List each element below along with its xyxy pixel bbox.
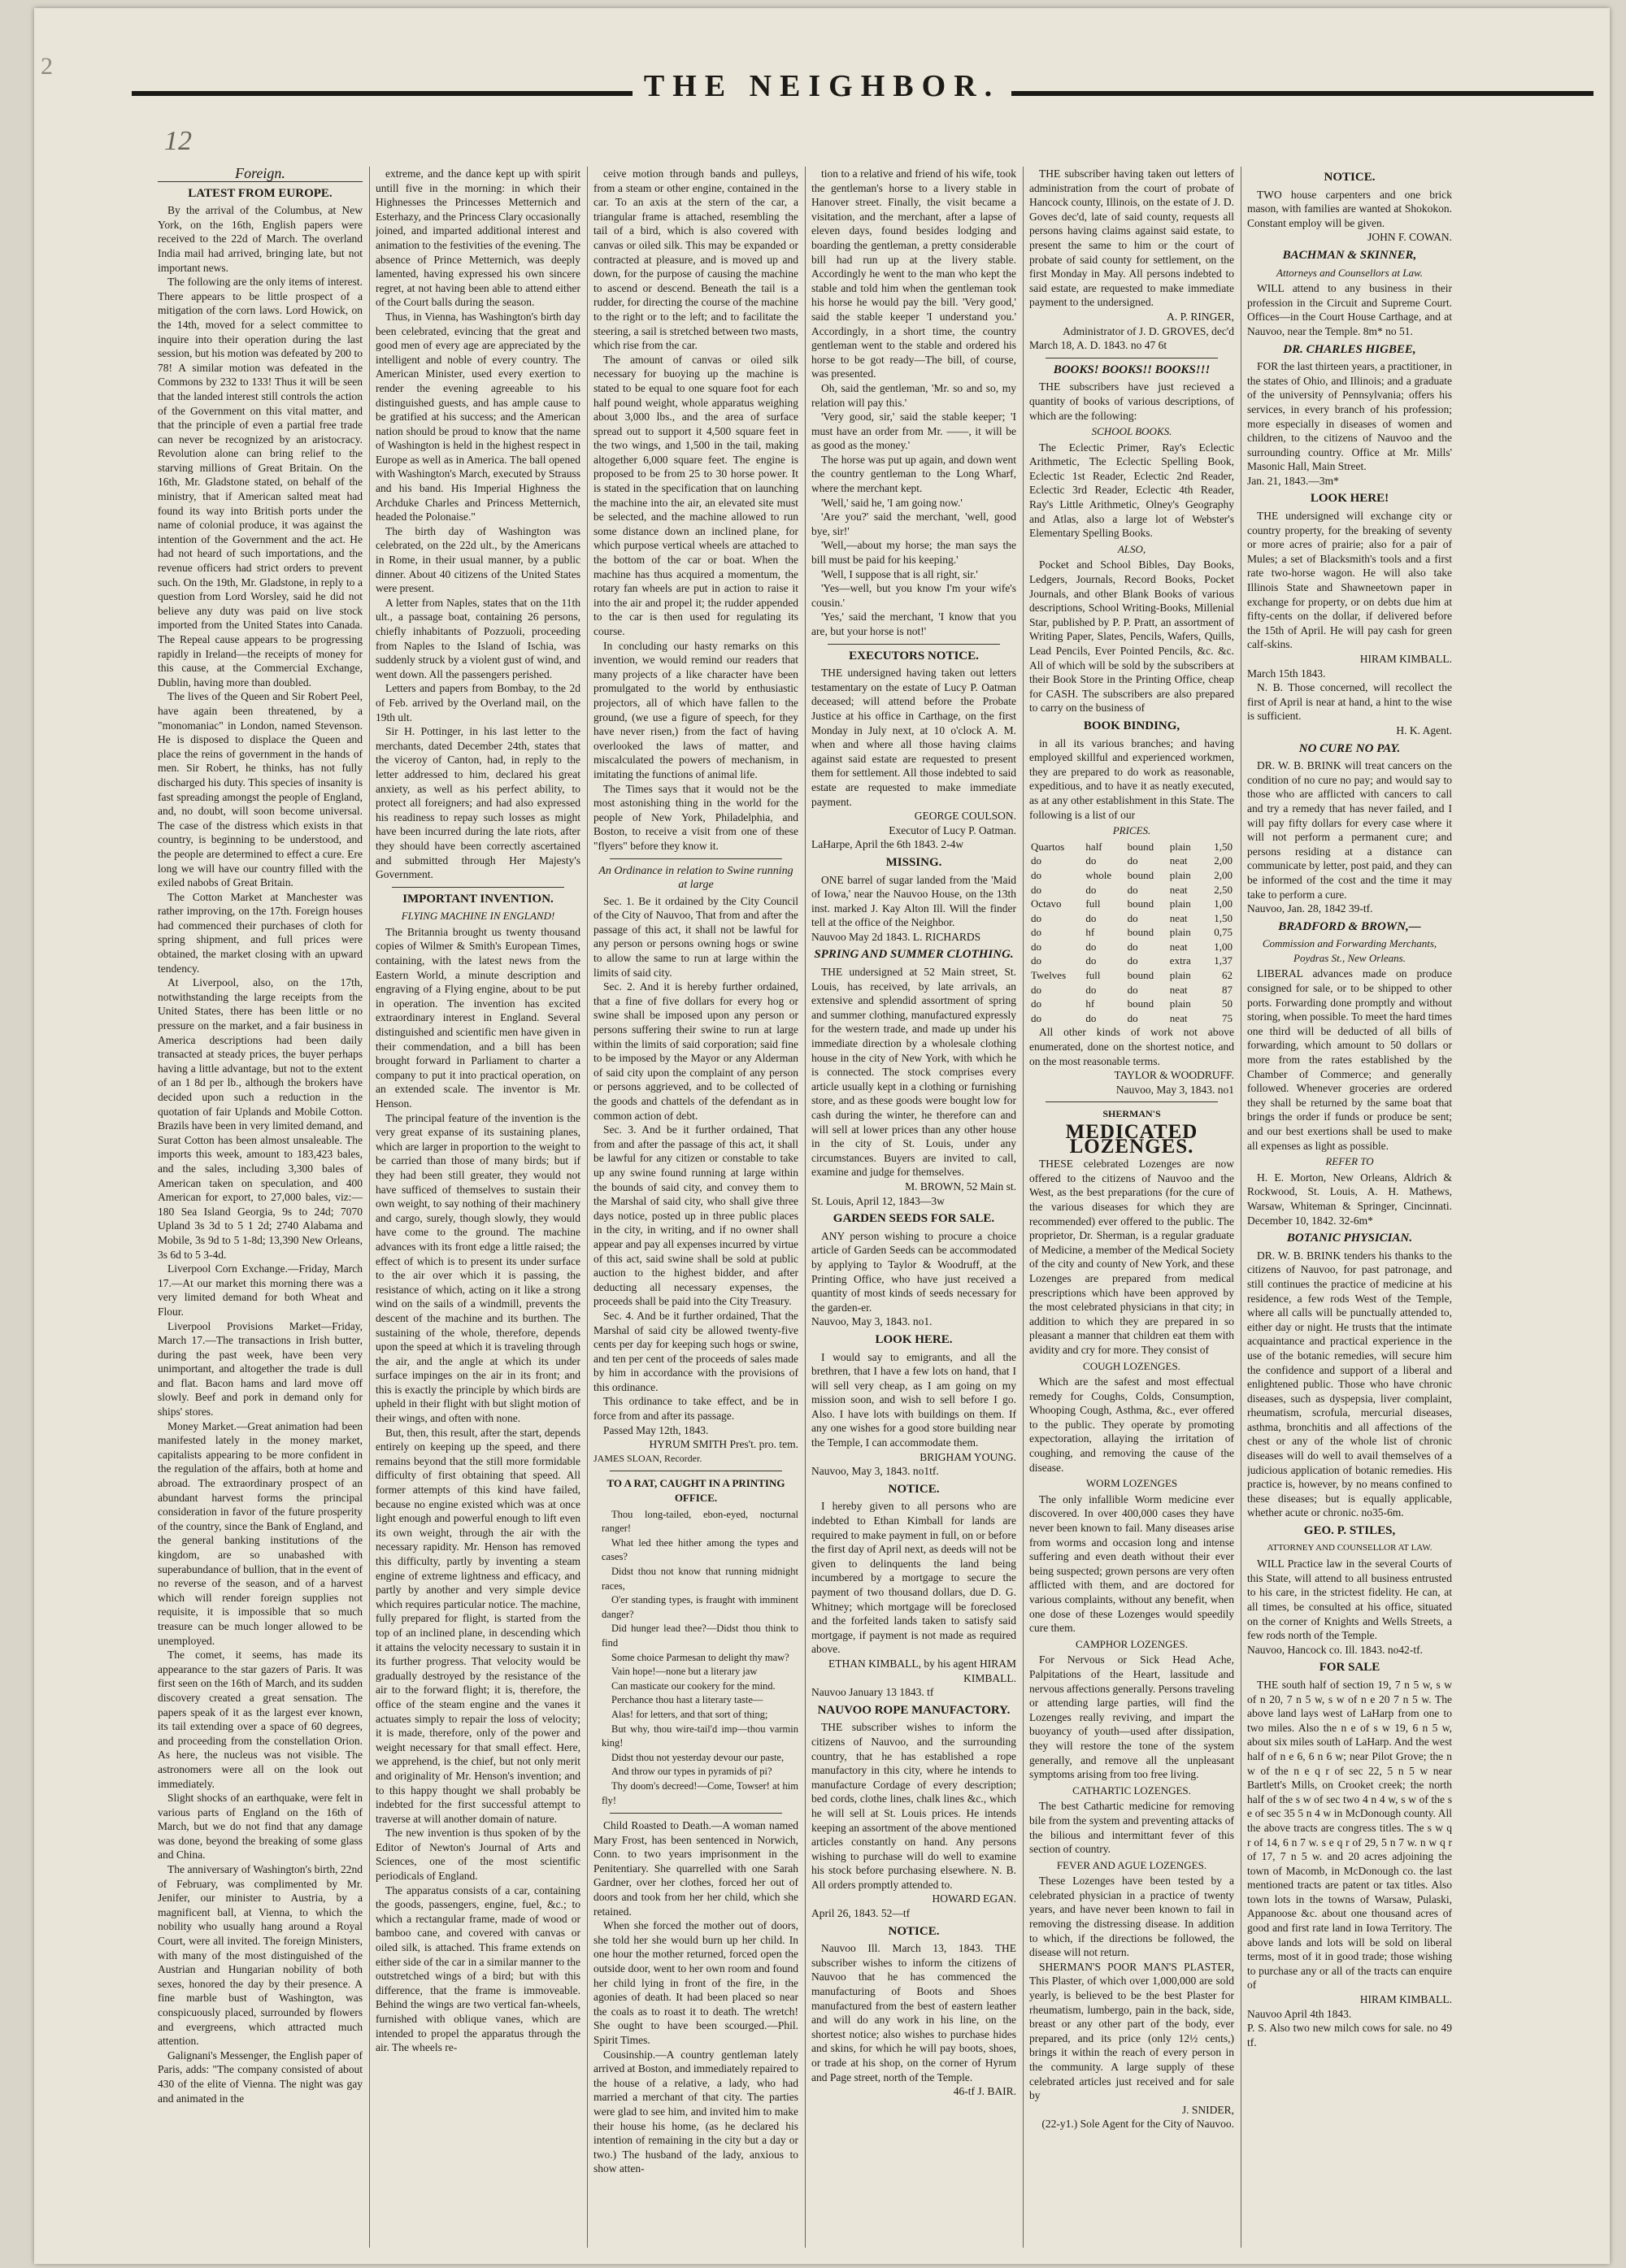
price-row	[1029, 997, 1234, 1011]
paragraph: Sec. 1. Be it ordained by the City Council of the City of Nauvoo, That from and after the passage of this act, it shall not be lawful for any person or persons owning hogs or swine to allow the same to run at large within the limits of said city.	[593, 894, 798, 979]
paragraph: The anniversary of Washington's birth, 22nd of February, was complimented by Mr. Jenifer, our minister to Austria, by a magnificent ball, at Vienna, to which the nobility who usually hang around a Royal Court, were all invited. The foreign Ministers, with many of the most distinguished of the Austrian and Hungarian nobility of both sexes, honored the day by their presence. A fine marble bust of Washington, was conspicuously placed, surrounded by flowers and evergreens, which attracted much attention.	[158, 1863, 363, 2048]
price-cell: 0,75	[1214, 926, 1233, 939]
signature: Nauvoo, May 3, 1843. no1	[1115, 1083, 1234, 1096]
ad-heading: BACHMAN & SKINNER,	[1282, 248, 1417, 262]
poem-body	[593, 1508, 798, 1808]
price-cell: do	[1085, 883, 1097, 896]
signature: HYRUM SMITH Pres't. pro. tem.	[649, 1438, 798, 1451]
ordinance-body	[593, 894, 798, 1438]
article-body	[158, 203, 363, 2105]
price-cell: do	[1127, 1011, 1138, 1024]
price-row	[1029, 1011, 1234, 1026]
signature: LaHarpe, April the 6th 1843. 2-4w	[811, 838, 964, 851]
price-row	[1029, 854, 1234, 868]
paragraph: 'Very good, sir,' said the stable keeper; 'I must have an order from Mr. ——, it will be as good as the money.'	[811, 411, 1016, 452]
price-cell: Twelves	[1031, 969, 1067, 982]
ad-body: H. E. Morton, New Orleans, Aldrich & Rockwood, St. Louis, A. H. Mathews, Warsaw, Whiteman & Springer, Cincinnati. December 10, 1842. 32-6m*	[1247, 1171, 1452, 1227]
paragraph: A letter from Naples, states that on the 11th ult., a passage boat, containing 26 persons, chiefly inhabitants of Pozzuoli, proceeding from Naples to the Island of Ischia, was suddenly struck by a violent gust of wind, and went down. All the passengers perished.	[376, 596, 580, 680]
ad-body: THE undersigned having taken out letters testamentary on the estate of Lucy P. Oatman deceased; will attend before the Probate Justice at his office in Carthage, on the first Monday in July next, at 10 o'clock A. M. when and where all those having claims against said estate are requested to present them for settlement. All those indebted to said estate are requested to make immediate payment.	[811, 667, 1016, 808]
price-cell: 2,00	[1214, 854, 1233, 867]
price-cell: do	[1127, 954, 1138, 967]
price-cell: bound	[1127, 926, 1154, 939]
paragraph: The lives of the Queen and Sir Robert Peel, have again been threatened, by a "monomaniac" in London, named Stevenson. He is disposed to displace the Queen and place the reins of government in the hands of men. Sir Robert, he thinks, has not fully discharged his duty. This species of insanity is fast spreading amongst the people of England, and, no doubt, will soon become universal. The case of the distress which exists in that country, is beginning to be understood, and the people are determined to effect a cure. Ere long we will have our country filled with the exiled nabobs of Great Britain.	[158, 690, 363, 889]
price-cell: plain	[1169, 969, 1191, 982]
signature: Nauvoo January 13 1843. tf	[811, 1686, 934, 1699]
paragraph: Oh, said the gentleman, 'Mr. so and so, my relation will pay this.'	[811, 381, 1016, 409]
signature: HOWARD EGAN.	[932, 1892, 1016, 1905]
paragraph: The apparatus consists of a car, containing the goods, passengers, engine, fuel, &c.; to which a rectangular frame, made of wood or bamboo cane, and covered with canvas or oiled silk, is attached. This frame extends on either side of the car in a similar manner to the outstretched wings of a bird; but with this difference, that the frame is immoveable. Behind the wings are two vertical fan-wheels, furnished with oblique vanes, which are intended to propel the apparatus through the air. The wheels re-	[376, 1883, 580, 2054]
ad-body: THE undersigned will exchange city or country property, for the breaking of seventy or more acres of prairie; also for a pair of Mules; a set of Blacksmith's tools and a first rate two-horse wagon. He will also take Illinois State and Shawneetown paper in exchange for property, or on debts due him at fifty-cents on the dollar, if delivered before the 15th of April. He will pay cash for green calf-skins.	[1247, 510, 1452, 651]
price-cell: do	[1085, 911, 1097, 924]
price-cell: full	[1085, 969, 1101, 982]
price-cell: hf	[1085, 926, 1095, 939]
paragraph: The amount of canvas or oiled silk necessary for buoying up the machine is stated to be equal to one square foot for each half pound weight, whole apparatus weighing about 3,000 lbs., and the area of surface spread out to support it 4,500 square feet in the two wings, and 1,500 in the tail, making altogether 6,000 square feet. The engine is proposed to be from 25 to 30 horse power. It is stated in the specification that on launching the machine into the air, an elevated site must be selected, and the machine allowed to run some distance down an inclined plane, for which purpose vertical wheels are attached to the bottom of the car or boat. When the machine has thus acquired a momentum, the rotary fan wheels are put in action to raise it into the air and propel it; the rudder appended to the car is then used for regulating its course.	[593, 353, 798, 637]
price-cell: 50	[1222, 997, 1233, 1010]
article-body	[593, 167, 798, 854]
signature: Executor of Lucy P. Oatman.	[889, 823, 1016, 836]
ad-subheading: PRICES.	[1112, 824, 1151, 837]
price-cell: do	[1127, 940, 1138, 953]
paragraph: By the arrival of the Columbus, at New York, on the 16th, English papers were received to the 22d of March. The overland India mail had arrived, bringing late, but not important news.	[158, 204, 363, 274]
paragraph: In concluding our hasty remarks on this invention, we would remind our readers that many projects of a like character have been promulgated to the world by enthusiastic projectors, all of which have fallen to the ground, (we use a figure of speech, for they have never risen,) from the fact of having overlooked the laws of matter, and miscalculated the powers of mechanism, in imitating the functions of animal life.	[593, 639, 798, 780]
price-cell: plain	[1169, 897, 1191, 910]
paragraph: 'Well,—about my horse; the man says the bill must be paid for his keeping.'	[811, 539, 1016, 567]
price-cell: bound	[1127, 840, 1154, 853]
ad-body: N. B. Those concerned, will recollect the first of April is near at hand, a hint to the wise is sufficient.	[1247, 681, 1452, 723]
paragraph: The Britannia brought us twenty thousand copies of Wilmer & Smith's European Times, containing, with the latest news from the Eastern World, a minute description and engraving of a Flying engine, about to be put in operation. The invention has excited extraordinary interest in England. Several distinguished and scientific men have given in their commendation, and a bill has been brought forward in Parliament to charter a company to put it into practical operation, on an extended scale. The inventor is Mr. Henson.	[376, 925, 580, 1110]
paragraph: Child Roasted to Death.—A woman named Mary Frost, has been sentenced in Norwich, Conn. to two years imprisonment in the Penitentiary. She quarrelled with one Sarah Gardner, over her clothes, forced her out of doors and took from her her child, which she retained.	[593, 1819, 798, 1918]
divider	[610, 858, 782, 859]
ad-body: THE subscriber wishes to inform the citizens of Nauvoo, and the surrounding country, that he has established a rope manufactory in this city, where he intends to manufacture Cordage of every description; bed cords, clothe lines, chalk lines &c., which he will sell at St. Louis prices. He intends keeping an assortment of the above mentioned articles constantly on hand. Any persons wishing to purchase will do well to examine his stock before purchasing elsewhere. N. B. All orders promptly attended to.	[811, 1721, 1016, 1891]
signature: Nauvoo, May 3, 1843. no1tf.	[811, 1465, 939, 1478]
ad-body: The best Cathartic medicine for removing bile from the system and preventing attacks of the bilious and intermittant fever of this section of country.	[1029, 1800, 1234, 1856]
poem-line: And throw our types in pyramids of pi?	[611, 1766, 772, 1778]
price-cell: do	[1085, 1011, 1097, 1024]
price-row	[1029, 868, 1234, 883]
ad-body: WILL Practice law in the several Courts of this State, will attend to all business entrusted to his care, in the strictest fidelity. He can, at all times, be consulted at his office, situated on the corner of Knights and Wells Streets, a few rods north of the Temple.	[1247, 1558, 1452, 1642]
ad-body: FOR the last thirteen years, a practitioner, in the states of Ohio, and Illinois; and a graduate of the university of Pennsylvania; offers his services, in every branch of his profession; more especially in diseases of women and children, to the citizens of Nauvoo and the surrounding country. Office at Mr. Mills' Masonic Hall, Main Street.	[1247, 360, 1452, 473]
ad-kicker: SHERMAN'S	[1102, 1108, 1161, 1120]
ad-heading: SPRING AND SUMMER CLOTHING.	[814, 948, 1014, 962]
price-cell: full	[1085, 897, 1101, 910]
paragraph: tion to a relative and friend of his wife, took the gentleman's horse to a livery stable in Hanover street. Finally, the visit became a visitation, and the merchant, after a lapse of eleven days, found besides lodging and boarding the gentleman, a pretty considerable bill had run up at the livery stable. Accordingly he went to the man who kept the stable and told him when the gentleman took his horse he would pay the bill. 'Very good,' said the stable keeper 'I understand you.' Accordingly, in a short time, the country gentleman went to the stable and ordered his horse to be got ready—The bill, of course, was presented.	[811, 167, 1016, 380]
price-cell: 1,00	[1214, 940, 1233, 953]
signature: J. SNIDER,	[1181, 2103, 1234, 2116]
price-cell: do	[1031, 954, 1041, 967]
price-cell: bound	[1127, 997, 1154, 1010]
ad-subheading: WORM LOZENGES	[1085, 1477, 1178, 1490]
ad-body: TWO house carpenters and one brick mason, with families are wanted at Shokokon. Constant employ will be given.	[1247, 188, 1452, 229]
ad-body: DR. W. B. BRINK will treat cancers on the condition of no cure no pay; and would say to those who are afflicted with cancers to call and try a remedy that has never failed, and I will pay fifty dollars for every case where it will not perform a permanent cure; and persons residing at a distance can communicate by letter, post paid, and they can be informed of the cost and the time it may take to perform a cure.	[1247, 759, 1452, 901]
signature: JAMES SLOAN, Recorder.	[593, 1452, 702, 1464]
signature: H. K. Agent.	[1396, 723, 1452, 736]
signature: BRIGHAM YOUNG.	[920, 1450, 1016, 1463]
ad-heading: BOTANIC PHYSICIAN.	[1286, 1232, 1413, 1245]
paragraph: The comet, it seems, has made its appearance to the star gazers of Paris. It was first seen on the 16th of March, and its sudden discovery created a great sensation. The papers speak of it as the largest ever known, its tail extending over a space of 60 degrees, and proceeding from the constellation Orion. As here, the nucleus was not visible. The astronomers were all on the look out immediately.	[158, 1649, 363, 1790]
paragraph: At Liverpool, also, on the 17th, notwithstanding the large receipts from the United States, there has been little or no pressure on the market, and a fair business in America descriptions had been daily transacted at steady prices, the buyer perhaps having a little advantage, but not to the extent of an 1 8d per lb., although the brokers have decided upon such a reduction in the quotation of fair Uplands and Mobile Cotton. Brazils have been in very limited demand, and Surat Cotton has been almost unsaleable. The imports this week, amount to 183,423 bales, and the sales, including 3,300 bales of American taken on speculation, and 400 American for export, to 27,000 bales, viz:—180 Sea Island Georgia, 9s to 24d; 7070 Upland 3s 3d to 5 1 2d; 2740 Alabama and Mobile, 3s 9d to 5 1-8d; 13,390 New Orleans, 3s 6d to 5 3-4d.	[158, 976, 363, 1261]
price-cell: bound	[1127, 868, 1154, 881]
paragraph: 'Well,' said he, 'I am going now.'	[821, 496, 963, 509]
price-row	[1029, 968, 1234, 983]
price-cell: 2,50	[1214, 883, 1233, 896]
column-rule	[805, 167, 806, 2248]
column-5	[1029, 167, 1234, 2248]
ad-heading: MISSING.	[885, 855, 942, 869]
ad-heading: BRADFORD & BROWN,—	[1278, 919, 1421, 933]
signature: Administrator of J. D. GROVES, dec'd	[1063, 324, 1234, 337]
price-cell: do	[1031, 883, 1041, 896]
price-cell: 87	[1222, 983, 1233, 996]
price-cell: plain	[1169, 868, 1191, 881]
paragraph: Slight shocks of an earthquake, were felt in various parts of England on the 16th of March, but we do not find that any damage was done, beyond the breaking of some glass and China.	[158, 1792, 363, 1862]
price-cell: do	[1127, 911, 1138, 924]
price-cell: 1,50	[1214, 911, 1233, 924]
ad-body: THE south half of section 19, 7 n 5 w, s w of n 20, 7 n 5 w, s w of n e 20 7 n 5 w. The above land lays west of LaHarp from one to two miles. Also the n e of s w 19, 6 n 5 w, about six miles south of LaHarp. And the west half of n e 6, 6 n 6 w; near Pilot Grove; the n w of the n e q r of sec 22, 5 n 5 w near Bartlett's Mills, on Crooket creek; the north half of the s w of sec two 4 n 4 w, s w of the s e of sec 35 5 n 4 w in McDonough county. All the above tracts are congress titles. The s w q r of 14, 6 n 7 w. s e q r of 29, 5 n 7 w. n w q r of 17, 7 n 5 w. and 20 acres adjoining the town of Macomb, in McDonough co. the last mentioned tracts are patent or tax titles. Also town lots in the towns of Warsaw, Pulaski, Appanoose &c. about one thousand acres of good and first rate land in Iowa Territory. The above lands and lots will be sold on liberal terms, most of it in good trade; those wishing to purchase any or all of the tracts can enquire of	[1247, 1678, 1452, 1992]
paragraph: The birth day of Washington was celebrated, on the 22d ult., by the Americans in Rome, in their usual manner, by a public dinner. About 40 citizens of the United States were present.	[376, 524, 580, 595]
ad-body: ONE barrel of sugar landed from the 'Maid of Iowa,' near the Nauvoo House, on the 13th inst. marked J. Kay Alton Ill. Will the finder tell at the office of the Neighbor.	[811, 873, 1016, 929]
price-cell: 1,00	[1214, 897, 1233, 910]
poem-line: Vain hope!—none but a literary jaw	[611, 1666, 758, 1678]
price-row	[1029, 911, 1234, 926]
signature: March 18, A. D. 1843. no 47 6t	[1029, 339, 1167, 352]
price-row	[1029, 983, 1234, 997]
signature: Nauvoo April 4th 1843.	[1247, 2007, 1352, 2020]
poem-line: Did hunger lead thee?—Didst thou think to find	[602, 1623, 798, 1649]
signature: HIRAM KIMBALL.	[1359, 1993, 1452, 2006]
ad-heading: FOR SALE	[1319, 1661, 1380, 1675]
signature: Nauvoo, Jan. 28, 1842 39-tf.	[1247, 902, 1373, 915]
poem-title: TO A RAT, CAUGHT IN A PRINTING OFFICE.	[606, 1477, 785, 1505]
signature: Nauvoo, Hancock co. Ill. 1843. no42-tf.	[1247, 1643, 1423, 1656]
column-rule	[587, 167, 588, 2248]
ad-subheading: Attorneys and Counsellors at Law.	[1276, 266, 1423, 279]
signature: HIRAM KIMBALL.	[1359, 653, 1452, 665]
price-cell: 1,37	[1214, 954, 1233, 967]
price-row	[1029, 940, 1234, 954]
poem-line: Perchance thou hast a literary taste—	[611, 1694, 763, 1706]
poem-line: Didst thou not know that running midnight races,	[602, 1566, 798, 1592]
column-3	[593, 167, 798, 2248]
price-cell: do	[1031, 911, 1041, 924]
paragraph: But, then, this result, after the start, depends entirely on keeping up the speed, and there remains beyond that the still more formidable difficulty of first obtaining that speed. All former attempts of this kind have failed, because no engine existed which was at once light enough and powerful enough to lift even its own weight, through the air with the necessary rapidity. Mr. Henson has removed this difficulty, partly by inventing a steam engine of extreme lightness and efficacy, and partly by another and very simple device which requires particular notice. The machine, fully prepared for flight, is started from the top of an inclined plane, in descending which it attains the velocity necessary to sustain it in its further progress. That velocity would be gradually destroyed by the resistance of the air to the forward flight; it is, therefore, the office of the steam engine and the vanes it actuates simply to repair the loss of velocity; it is made, therefore, only of the power and weight necessary for that small effect. Here, we apprehend, is the chief, but not only merit and originality of Mr. Henson's invention; and to this happy thought we shall probably be indebted for the first successful attempt to traverse at will another domain of nature.	[376, 1426, 580, 1825]
section-title: Foreign.	[158, 167, 363, 182]
price-cell: neat	[1169, 940, 1188, 953]
price-cell: do	[1085, 983, 1097, 996]
paragraph: ceive motion through bands and pulleys, from a steam or other engine, contained in the car. To an axis at the stern of the car, a triangular frame is attached, resembling the tail of a bird, which is also covered with canvas or oiled silk. This may be expanded or contracted at pleasure, and is moved up and down, for the purpose of causing the machine to ascend or descend. Beneath the tail is a rudder, for directing the course of the machine to the right or to the left; and to facilitate the steering, a sail is stretched between two masts, which rise from the car.	[593, 167, 798, 352]
price-cell: 62	[1222, 969, 1233, 982]
price-cell: do	[1085, 954, 1097, 967]
article-body	[376, 167, 580, 882]
paragraph: Passed May 12th, 1843.	[603, 1423, 709, 1436]
price-cell: do	[1031, 940, 1041, 953]
ad-heading: NOTICE.	[1324, 171, 1376, 184]
price-cell: do	[1127, 983, 1138, 996]
price-cell: do	[1085, 854, 1097, 867]
signature: GEORGE COULSON.	[914, 810, 1016, 823]
signature: April 26, 1843. 52—tf	[811, 1907, 911, 1920]
ad-body: These Lozenges have been tested by a celebrated physician in a practice of twenty years, and have never been known to fail in removing the distressing disease. In addition to which, if the directions be followed, the disease will not return.	[1029, 1875, 1234, 1959]
ad-body: in all its various branches; and having employed skillful and experienced workmen, they are prepared to do work as reasonable, expeditious, and to have it as neatly executed, as at any other establishment in this State. The following is a list of our	[1029, 736, 1234, 821]
signature: (22-y1.) Sole Agent for the City of Nauvoo.	[1041, 2118, 1234, 2131]
column-6	[1247, 167, 1452, 2248]
article-subheading: FLYING MACHINE IN ENGLAND!	[401, 910, 555, 923]
paragraph: Cousinship.—A country gentleman lately arrived at Boston, and immediately repaired to the house of a relative, a lady, who had married a merchant of that city. The parties were glad to see him, and invited him to make their house his home, (as he declared his intention of remaining in the city but a day or two.) The husband of the lady, anxious to show atten-	[593, 2048, 798, 2175]
paragraph: Sec. 4. And be it further ordained, That the Marshal of said city be allowed twenty-five cents per day for keeping such hogs or swine, and ten per cent of the proceeds of sales made by him in accordance with the provisions of this ordinance.	[593, 1309, 798, 1393]
ad-heading: NO CURE NO PAY.	[1298, 741, 1401, 755]
poem-line: O'er standing types, is fraught with imminent danger?	[602, 1594, 798, 1620]
article-heading: IMPORTANT INVENTION.	[402, 892, 554, 906]
signature: St. Louis, April 12, 1843—3w	[811, 1194, 945, 1207]
article-body	[811, 167, 1016, 639]
price-cell: do	[1031, 926, 1041, 939]
paragraph: 'Well, I suppose that is all right, sir.'	[821, 567, 978, 580]
ad-body: All other kinds of work not above enumerated, done on the shortest notice, and on the most reasonable terms.	[1029, 1026, 1234, 1067]
pencil-mark: 2	[41, 53, 53, 80]
column-2	[376, 167, 580, 2248]
signature: TAYLOR & WOODRUFF.	[1114, 1069, 1234, 1082]
ad-body: SHERMAN'S POOR MAN'S PLASTER, This Plaster, of which over 1,000,000 are sold yearly, is believed to be the best Plaster for rheumatism, lumbergo, pain in the back, side, breast or any other part of the body, ever prepared, and its price (only 12½ cents,) brings it within the reach of every person in the community. A large supply of these celebrated articles just received and for sale by	[1029, 1960, 1234, 2102]
signature: ETHAN KIMBALL, by his agent HIRAM KIMBALL.	[828, 1657, 1016, 1684]
ad-body: The only infallible Worm medicine ever discovered. In over 400,000 cases they have never been known to fail. Many diseases arise from worms and occasion long and intense suffering and even death without their ever being suspected; grown persons are very often afflicted with them, and are doctored for various complaints, without any benefit, when one dose of these Lozenges would speedily cure them.	[1029, 1492, 1234, 1635]
ad-heading: NAUVOO ROPE MANUFACTORY.	[817, 1703, 1011, 1717]
ad-heading: NOTICE.	[888, 1482, 940, 1496]
poem-line: What led thee hither among the types and cases?	[602, 1536, 798, 1563]
signature: March 15th 1843.	[1247, 667, 1326, 680]
ad-subheading: Commission and Forwarding Merchants, Poydras St., New Orleans.	[1262, 937, 1437, 964]
signature: JOHN F. COWAN.	[1367, 231, 1452, 244]
paragraph: 'Yes,' said the merchant, 'I know that you are, but your horse is not!'	[811, 610, 1016, 637]
ad-subheading: REFER TO	[1325, 1155, 1374, 1168]
ad-body: I hereby given to all persons who are indebted to Ethan Kimball for lands are required to make payment in full, on or before the first day of April next, as deeds will not be given to delinquents the land being incumbered by a mortgage to secure the payment of two thousand dollars, due D. G. Whitney; which mortgage will be foreclosed and the forfeited lands taken to satisfy said mortgage, if payment is not made as required above.	[811, 1500, 1016, 1656]
ad-heading: GARDEN SEEDS FOR SALE.	[833, 1212, 995, 1226]
ad-body: THE subscribers have just recieved a quantity of books of various descriptions, of which are the following:	[1029, 380, 1234, 422]
poem-line: But why, thou wire-tail'd imp—thou varmin king!	[602, 1723, 798, 1749]
masthead	[34, 65, 1610, 111]
price-cell: neat	[1169, 883, 1188, 896]
column-rule	[1023, 167, 1024, 2248]
paragraph: Money Market.—Great animation had been manifested lately in the money market, capitalists appearing to be more confident in the regulation of the affairs, both at home and abroad. The extraordinary prospect of an abundant harvest forms the principal consideration in favor of the future prosperity of the country, since the Bank of England, and the general banking institutions of the kingdom, are so unabashed with superabundance of bullion, that in the event of no reverse of the season, and of a harvest which will render foreign supplies not requisite, it is impossible that so much treasure can be much longer allowed to be unemployed.	[158, 1419, 363, 1647]
paragraph: 'Yes—well, but you know I'm your wife's cousin.'	[811, 582, 1016, 609]
ad-body: Nauvoo Ill. March 13, 1843. THE subscriber wishes to inform the citizens of Nauvoo that he has commenced the manufacturing of Boots and Shoes manufactured from the best of eastern leather and will do any work in his line, on the shortest notice; also wishes to purchase hides and skins, for which he will pay boots, shoes, or trade at his shop, on the corner of Hyrum and Page street, north of the Temple.	[811, 1942, 1016, 2083]
ad-body: I would say to emigrants, and all the brethren, that I have a few lots on hand, that I will sell very cheap, as I am going on my mission soon, and wish to sell before I go. Also. I have lots with buildings on them. If any one wishes for a good store building near the Temple, I can accommodate them.	[811, 1350, 1016, 1449]
ad-body: Which are the safest and most effectual remedy for Coughs, Colds, Consumption, Whooping Cough, Asthma, &c., ever offered to the public. They operate by promoting expectoration, allaying the irritation of coughing, and removing the cause of the disease.	[1029, 1375, 1234, 1474]
signature: P. S. Also two new milch cows for sale. no 49 tf.	[1247, 2022, 1452, 2049]
price-cell: half	[1085, 840, 1102, 853]
price-cell: hf	[1085, 997, 1095, 1010]
paragraph: The horse was put up again, and down went the country gentleman to the Long Wharf, where the merchant kept.	[811, 453, 1016, 495]
price-cell: extra	[1169, 954, 1191, 967]
signature: Jan. 21, 1843.—3m*	[1247, 474, 1339, 487]
price-cell: do	[1031, 1011, 1041, 1024]
paragraph: extreme, and the dance kept up with spirit untill five in the morning: in which their Highnesses the Princesses Metternich and Esterhazy, and the Princess Clary occasionally joined, and imparted additional interest and animation to the festivities of the evening. The absence of Prince Metternich, was deeply lamented, having expressed his own sincere regret, at not having been able to attend either of the Court balls during the season.	[376, 167, 580, 309]
price-cell: Quartos	[1031, 840, 1065, 853]
poem-line: Thou long-tailed, ebon-eyed, nocturnal ranger!	[602, 1508, 798, 1535]
masthead-title: THE NEIGHBOR.	[34, 68, 1610, 104]
ad-heading: DR. CHARLES HIGBEE,	[1283, 342, 1416, 356]
paragraph: This ordinance to take effect, and be in force from and after its passage.	[593, 1395, 798, 1423]
price-cell: neat	[1169, 983, 1188, 996]
price-row	[1029, 954, 1234, 968]
ad-heading: BOOKS! BOOKS!! BOOKS!!!	[1053, 363, 1211, 376]
ad-body: THE undersigned at 52 Main street, St. Louis, has received, by late arrivals, an extensive and splendid assortment of spring and summer clothing, manufactured expressly for the western trade, and made up under his immediate direction by a wholesale clothing house in the city of New York, with which he is connected. The stock comprises every article usually kept in a clothing or furnishing store, and as these goods were bought low for cash during the winter, he therefore can and will sell at lower prices than any other house in the city of St. Louis, under any circumstances. Buyers are invited to call, examine and judge for themselves.	[811, 966, 1016, 1179]
price-cell: do	[1031, 997, 1041, 1010]
price-cell: do	[1127, 854, 1138, 867]
price-cell: plain	[1169, 840, 1191, 853]
price-cell: 75	[1222, 1011, 1233, 1024]
ad-body: DR. W. B. BRINK tenders his thanks to the citizens of Nauvoo, for past patronage, and still continues the practice of medicine at his residence, a few rods West of the Temple, where all calls will be punctually attended to, either day or night. He trusts that the intimate acquaintance and practical experience in the use of the botanic remedies, will secure him the confidence and support of a liberal and enlightened public. Those who have chronic diseases, such as dyspepsia, liver complaint, rheumatism, scrofula, mercurial diseases, asthma, bronchitis and all affections of the chest or any of the whole list of chronic diseases will do well to avail themselves of a judicious application of botanic remedies. His practice is, however, by no means confined to these diseases; but is equally applicable, whether acute or chronic. no35-6m.	[1247, 1249, 1452, 1519]
price-cell: whole	[1085, 868, 1112, 881]
poem-line: Can masticate our cookery for the mind.	[611, 1679, 776, 1692]
paragraph: 'Are you?' said the merchant, 'well, good bye, sir!'	[811, 511, 1016, 537]
ad-heading: NOTICE.	[888, 1924, 940, 1938]
folio-number: 12	[164, 126, 192, 156]
signature: A. P. RINGER,	[1167, 310, 1234, 323]
poem-line: Thy doom's decreed!—Come, Towser! at him fly!	[602, 1779, 798, 1806]
paragraph: The following are the only items of interest. There appears to be little prospect of a mitigation of the corn laws. Lord Howick, on the 14th, moved for a select committee to inquire into their operation during the last session, but his motion was defeated by 200 to 78! A similar motion was defeated in the Commons by 232 to 133! Thus it will be seen that the landed interest still controls the action of the Government on this vital matter, and that the principle of even a partial free trade can never be recognized by an aristocracy. Revolution alone can bring relief to the starving millions of Great Britain. On the 16th, Mr. Gladstone stated, on behalf of the ministry, that if American salted meat had found its way into British ports under the name of colonial produce, it was against the intention of the Government and the act. He had not heard of such importations, and the revenue officers had strict orders to prevent such. On the 19th, Mr. Gladstone, in reply to a question from Lord Worsley, said he did not believe any duty was paid on live stock imported from the United States into Canada. The Repeal cause appears to be progressing rapidly in Ireland—the receipts of money for this cause, at the Commercial Exchange, Dublin, having more than doubled.	[158, 276, 363, 689]
article-body	[593, 1818, 798, 2176]
paragraph: The principal feature of the invention is the very great expanse of its sustaining planes, which are larger in proportion to the weight to be carried than those of many birds; but if they had been still greater, they would not have sufficed of themselves to sustain their own weight, to say nothing of their machinery and cargo, surely, though slowly, they would have come to the ground. The machine advances with its front edge a little raised; the effect of which is to present its under surface to the air over which it is passing, the resistance of which, acting on it like a strong wind on the sails of a windmill, prevents the descent of the machine and its burthen. The sustaining of the whole, therefore, depends upon the speed at which it is traveling through the air, and the angle at which its under surface impinges on the air in its front; and this is exactly the principle by which birds are upheld in their flight with but slight motion of their wings, and often with none.	[376, 1111, 580, 1425]
ad-body: For Nervous or Sick Head Ache, Palpitations of the Heart, lassitude and nervous affections generally. Persons traveling or attending large parties, will find the Lozenges really reviving, and impart the buoyancy of youth—used after dissipation, they will restore the tone of the system generally, and remove all the unpleasant symptoms arising from too free living.	[1029, 1653, 1234, 1781]
divider	[828, 644, 1000, 645]
paragraph: Thus, in Vienna, has Washington's birth day been celebrated, evincing that the great and good men of every age are appreciated by the intelligent and noble of every country. The American Minister, used every exertion to render the evening agreeable to his distinguished guests, and has ample cause to be gratified at his success; and the American nation should be proud to know that the name of Washington is held in the highest respect in Europe as well as in America. The ball opened with Washington's March, executed by Strauss and his band. His Imperial Highness the Archduke Charles and Princess Metternich, headed the Polonaise."	[376, 310, 580, 524]
price-cell: neat	[1169, 1011, 1188, 1024]
paragraph: The Times says that it would not be the most astonishing thing in the world for the people of New York, Philadelphia, and Boston, to receive a visit from one of these "flyers" before they know it.	[593, 782, 798, 852]
divider	[1046, 1101, 1218, 1102]
price-cell: do	[1031, 983, 1041, 996]
price-cell: neat	[1169, 911, 1188, 924]
column-1	[158, 167, 363, 2248]
paragraph: Liverpool Corn Exchange.—Friday, March 17.—At our market this morning there was a very limited demand for both Wheat and Flour.	[158, 1262, 363, 1318]
price-row	[1029, 883, 1234, 897]
price-cell: do	[1031, 854, 1041, 867]
price-cell: plain	[1169, 926, 1191, 939]
paragraph: Galignani's Messenger, the English paper of Paris, adds: "The company consisted of about 430 of the elite of Vienna. The night was gay and animated in the	[158, 2049, 363, 2105]
ad-subheading: SCHOOL BOOKS.	[1091, 425, 1172, 438]
ad-body: The Eclectic Primer, Ray's Eclectic Arithmetic, The Eclectic Spelling Book, Eclectic 1st Reader, Eclectic 2nd Reader, Eclectic 3rd Reader, Eclectic 4th Reader, Ray's Little Arithmetic, Olney's Geography and Atlas, also a large lot of Webster's Elementary Spelling Books.	[1029, 441, 1234, 540]
price-cell: bound	[1127, 969, 1154, 982]
price-cell: do	[1031, 868, 1041, 881]
paragraph: Liverpool Provisions Market—Friday, March 17.—The transactions in Irish butter, during the past week, have been very unimportant, and altogether the trade is dull and flat. Bacon hams and lard move off slowly. Beef and pork in demand only for ships' stores.	[158, 1319, 363, 1419]
paragraph: When she forced the mother out of doors, she told her she would burn up her child. In one hour the mother returned, forced open the outside door, went to her own room and found her child lying in front of the fire, in the agonies of death. It had been placed so near the coals as to roast it to death. The wretch! She ought to have been scourged.—Phil. Spirit Times.	[593, 1919, 798, 2046]
price-cell: bound	[1127, 897, 1154, 910]
divider	[610, 1813, 782, 1814]
poem-line: Didst thou not yesterday devour our paste,	[611, 1751, 785, 1763]
column-rule	[369, 167, 370, 2248]
paragraph: The new invention is thus spoken of by the Editor of Newton's Journal of Arts and Sciences, one of the most scientific periodicals of England.	[376, 1827, 580, 1883]
ad-display-heading: MEDICATED LOZENGES.	[1065, 1121, 1198, 1158]
article-heading: LATEST FROM EUROPE.	[188, 186, 333, 200]
price-row	[1029, 897, 1234, 911]
ad-subheading: CATHARTIC LOZENGES.	[1072, 1784, 1191, 1797]
price-cell: do	[1127, 883, 1138, 896]
ad-body: Pocket and School Bibles, Day Books, Ledgers, Journals, Record Books, Pocket Journals, and other Blank Books of various descriptions, School Writing-Books, Millenial Star, published by P. P. Pratt, an assortment of Writing Paper, Slates, Pencils, Wafers, Quills, Lead Pencils, Ever Pointed Pencils, &c. &c. All of which will be sold by the subscribers at their Book Store in the Printing Office, cheap for CASH. The subscribers are also prepared to carry on the business of	[1029, 558, 1234, 715]
newspaper-page	[34, 8, 1610, 2264]
signature: M. BROWN, 52 Main st.	[905, 1180, 1016, 1193]
poem-line: Some choice Parmesan to delight thy maw?	[611, 1651, 789, 1663]
paragraph: Sec. 3. And be it further ordained, That from and after the passage of this act, it shall be lawful for any citizen or constable to take up any swine found running at large within the bounds of said city, and convey them to the Marshal of said city, who shall give three days notice, posted up in three public places in the city, in writing, and if no owner shall appear and pay all expenses incurred by virtue of this act, said swine shall be sold at public auction to the highest bidder, and after deducting all necessary expenses, the proceeds shall be paid into the City Treasury.	[593, 1123, 798, 1308]
signature: 46-tf J. BAIR.	[953, 2085, 1016, 2098]
article-body	[376, 925, 580, 2055]
price-cell: 1,50	[1214, 840, 1233, 853]
price-table	[1029, 840, 1234, 1026]
column-4	[811, 167, 1016, 2248]
ad-heading: LOOK HERE!	[1310, 492, 1389, 506]
ad-body: THESE celebrated Lozenges are now offered to the citizens of Nauvoo and the West, as the best preparations (for the cure of the various diseases for which they are recommended) ever offered to the public. The proprietor, Dr. Sherman, is a regular graduate of Medicine, a member of the Medical Society of the city and county of New York, and these Lozenges are prepared from medical prescriptions which have been approved by the most celebrated physicians in that city; in addition to which they are prepared in so pleasant a manner that children eat them with avidity and cry for more. They consist of	[1029, 1158, 1234, 1356]
ordinance-title: An Ordinance in relation to Swine running at large	[598, 864, 793, 892]
price-cell: Octavo	[1031, 897, 1062, 910]
ad-heading: LOOK HERE.	[875, 1332, 953, 1346]
price-cell: 2,00	[1214, 868, 1233, 881]
paragraph: Letters and papers from Bombay, to the 2d of Feb. arrived by the Overland mail, on the 19th ult.	[376, 682, 580, 723]
ad-body: WILL attend to any business in their profession in the Circuit and Supreme Court. Offices—in the Court House Carthage, and at Nauvoo, near the Temple. 8m* no 51.	[1247, 282, 1452, 337]
price-row	[1029, 925, 1234, 940]
price-row	[1029, 840, 1234, 854]
ad-subheading: ALSO,	[1117, 542, 1146, 555]
signature: Nauvoo May 2d 1843. L. RICHARDS	[811, 930, 981, 943]
ad-body: THE subscriber having taken out letters of administration from the court of probate of Hancock county, Illinois, on the estate of J. D. Goves dec'd, late of said county, requests all persons having claims against said estate, to present the same to him or the court of probate of said county for settlement, on the first Monday in May. All persons indebted to said estate, are requested to make immediate payment to the undersigned.	[1029, 167, 1234, 309]
paragraph: Sec. 2. And it is hereby further ordained, that a fine of five dollars for every hog or swine shall be imposed upon any person or persons suffering their swine to run at large within the limits of said corporation; said fine to be imposed by the Mayor or any Alderman of said city upon the complaint of any person or persons aggrieved, and to be collected of the goods and chattels of the defendant as in common action of debt.	[593, 980, 798, 1122]
divider	[392, 887, 564, 888]
ad-heading: BOOK BINDING,	[1083, 719, 1180, 732]
ad-subheading: CAMPHOR LOZENGES.	[1076, 1637, 1188, 1650]
paragraph: Sir H. Pottinger, in his last letter to the merchants, dated December 24th, states that the viceroy of Canton, had, in reply to the letter addressed to him, declared his great anxiety, as well as his perfect ability, to protect all foreigners; and had also expressed his readiness to repay such losses as might have been incurred during the late riots, after they should have been correctly ascertained and submitted through Her Majesty's Government.	[376, 725, 580, 881]
signature: Nauvoo, May 3, 1843. no1.	[811, 1315, 933, 1328]
ad-body: ANY person wishing to procure a choice article of Garden Seeds can be accommodated by applying to Taylor & Woodruff, at the Printing Office, who have just received a quantity of most kinds of seeds necessary for the garden-er.	[811, 1229, 1016, 1314]
ad-heading: EXECUTORS NOTICE.	[849, 649, 979, 663]
ad-body: LIBERAL advances made on produce consigned for sale, or to be shipped to other ports. Forwarding done promptly and without storing, when possible. To meet the hard times one third will be deducted of all bills of forwarding, which amount to 50 dollars or more from the rates established by the Chamber of Commerce; and generally followed. Whenever groceries are ordered they shall be returned by the same boat that brings the order if funds or produce be sent; and our best exertions shall be used to make all expenses as light as possible.	[1247, 967, 1452, 1152]
ad-subheading: COUGH LOZENGES.	[1083, 1359, 1180, 1372]
ad-subheading: ATTORNEY AND COUNSELLOR AT LAW.	[1267, 1542, 1433, 1553]
price-cell: neat	[1169, 854, 1188, 867]
price-cell: plain	[1169, 997, 1191, 1010]
price-cell: do	[1085, 940, 1097, 953]
poem-line: Alas! for letters, and that sort of thing;	[611, 1708, 768, 1720]
ad-heading: GEO. P. STILES,	[1303, 1524, 1396, 1538]
ad-subheading: FEVER AND AGUE LOZENGES.	[1056, 1858, 1207, 1871]
paragraph: The Cotton Market at Manchester was rather improving, on the 17th. Foreign houses had commenced their purchases of cloth for spring shipment, and full prices were obtained, the market closing with an upward tendency.	[158, 890, 363, 975]
